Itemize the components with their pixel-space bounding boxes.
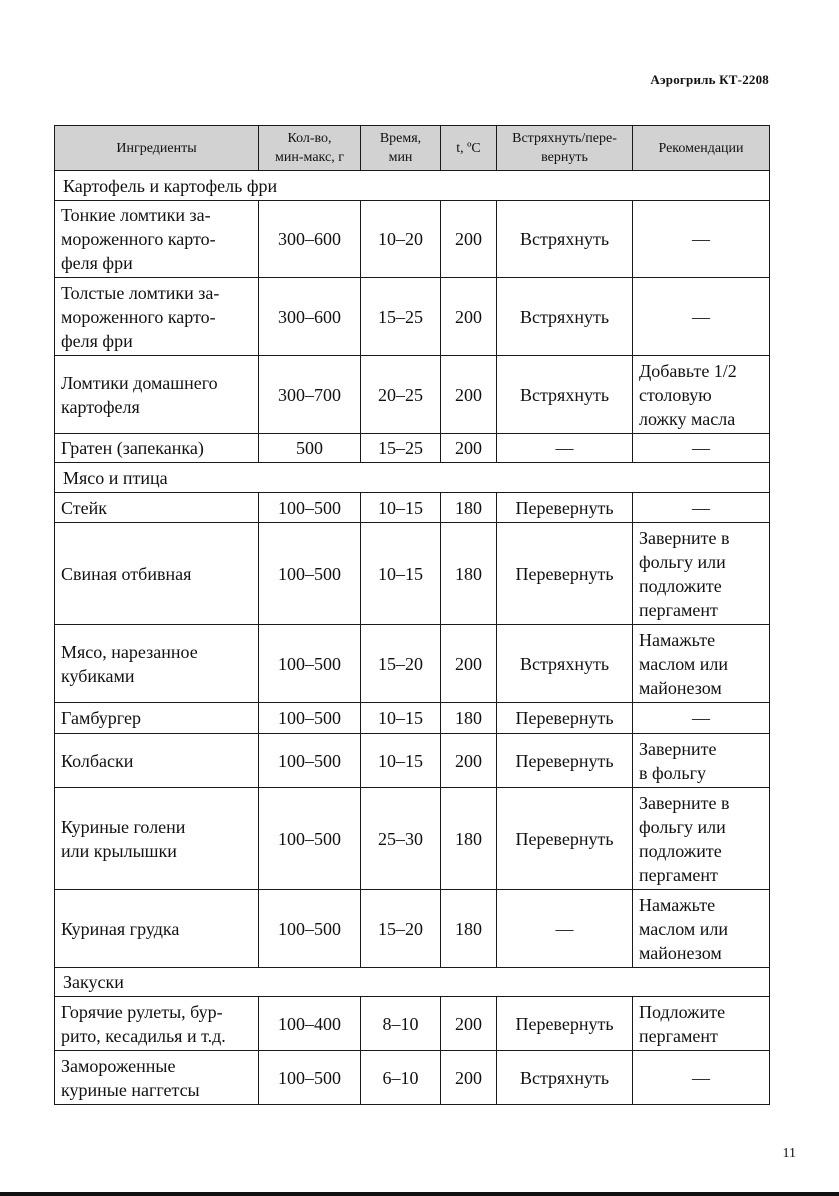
quantity-cell: 100–500 [259, 703, 361, 734]
temperature-cell: 180 [441, 493, 497, 523]
time-cell: 10–15 [361, 703, 441, 734]
temperature-cell: 180 [441, 788, 497, 890]
time-cell: 15–20 [361, 890, 441, 968]
action-cell: Встряхнуть [497, 201, 633, 278]
quantity-cell: 100–500 [259, 1051, 361, 1105]
temperature-cell: 200 [441, 734, 497, 788]
time-cell: 10–15 [361, 523, 441, 625]
temperature-cell: 200 [441, 1051, 497, 1105]
time-cell: 10–20 [361, 201, 441, 278]
action-cell: Перевернуть [497, 523, 633, 625]
document-title: Аэрогриль КТ-2208 [650, 72, 769, 87]
table-row [55, 890, 770, 968]
ingredient-cell: Стейк [55, 493, 259, 523]
action-cell: Перевернуть [497, 734, 633, 788]
temperature-cell: 180 [441, 703, 497, 734]
time-cell: 15–25 [361, 278, 441, 356]
action-cell: — [497, 434, 633, 463]
recommendation-cell: — [633, 201, 770, 278]
recommendation-cell: — [633, 278, 770, 356]
time-cell: 6–10 [361, 1051, 441, 1105]
section-title: Картофель и картофель фри [55, 171, 770, 201]
recommendation-cell: Намажьте маслом или майонезом [633, 890, 770, 968]
column-header-recommendations: Рекомендации [633, 126, 770, 171]
time-cell: 20–25 [361, 356, 441, 434]
time-cell: 8–10 [361, 997, 441, 1051]
temperature-cell: 200 [441, 278, 497, 356]
quantity-cell: 100–500 [259, 625, 361, 703]
quantity-cell: 100–500 [259, 493, 361, 523]
quantity-cell: 100–500 [259, 788, 361, 890]
time-cell: 25–30 [361, 788, 441, 890]
table-row [55, 788, 770, 890]
column-header-temperature: t, ºC [441, 126, 497, 171]
quantity-cell: 100–500 [259, 734, 361, 788]
ingredient-cell: Куриная грудка [55, 890, 259, 968]
time-cell: 15–20 [361, 625, 441, 703]
ingredient-cell: Толстые ломтики за- мороженного карто- феля фри [55, 278, 259, 356]
temperature-cell: 200 [441, 625, 497, 703]
section-row [55, 968, 770, 997]
table-row [55, 997, 770, 1051]
column-header-quantity: Кол-во, мин-макс, г [259, 126, 361, 171]
action-cell: Встряхнуть [497, 1051, 633, 1105]
action-cell: Перевернуть [497, 997, 633, 1051]
recommendation-cell: — [633, 1051, 770, 1105]
quantity-cell: 300–700 [259, 356, 361, 434]
table-row [55, 201, 770, 278]
section-title: Закуски [55, 968, 770, 997]
quantity-cell: 300–600 [259, 201, 361, 278]
table-row [55, 625, 770, 703]
ingredient-cell: Гратен (запеканка) [55, 434, 259, 463]
bottom-rule [0, 1192, 839, 1196]
cooking-table [54, 125, 770, 1105]
temperature-cell: 200 [441, 434, 497, 463]
recommendation-cell: Заверните в фольгу [633, 734, 770, 788]
table-row [55, 356, 770, 434]
ingredient-cell: Замороженные куриные наггетсы [55, 1051, 259, 1105]
temperature-cell: 200 [441, 356, 497, 434]
column-header-ingredients: Ингредиенты [55, 126, 259, 171]
time-cell: 15–25 [361, 434, 441, 463]
action-cell: Перевернуть [497, 703, 633, 734]
table-row [55, 734, 770, 788]
recommendation-cell: Намажьте маслом или майонезом [633, 625, 770, 703]
action-cell: — [497, 890, 633, 968]
time-cell: 10–15 [361, 734, 441, 788]
temperature-cell: 180 [441, 523, 497, 625]
ingredient-cell: Горячие рулеты, бур- рито, кесадилья и т.д. [55, 997, 259, 1051]
temperature-cell: 200 [441, 997, 497, 1051]
table-row [55, 1051, 770, 1105]
action-cell: Перевернуть [497, 493, 633, 523]
quantity-cell: 100–500 [259, 890, 361, 968]
temperature-cell: 180 [441, 890, 497, 968]
ingredient-cell: Мясо, нарезанное кубиками [55, 625, 259, 703]
table-body [55, 171, 770, 1105]
ingredient-cell: Свиная отбивная [55, 523, 259, 625]
column-header-shake-flip: Встряхнуть/пере- вернуть [497, 126, 633, 171]
action-cell: Встряхнуть [497, 625, 633, 703]
section-row [55, 171, 770, 201]
temperature-cell: 200 [441, 201, 497, 278]
page-number: 11 [782, 1146, 796, 1161]
quantity-cell: 100–500 [259, 523, 361, 625]
table-row [55, 278, 770, 356]
time-cell: 10–15 [361, 493, 441, 523]
section-row [55, 463, 770, 493]
ingredient-cell: Ломтики домашнего картофеля [55, 356, 259, 434]
section-title: Мясо и птица [55, 463, 770, 493]
quantity-cell: 300–600 [259, 278, 361, 356]
recommendation-cell: Заверните в фольгу или подложите пергамент [633, 788, 770, 890]
recommendation-cell: Заверните в фольгу или подложите пергамент [633, 523, 770, 625]
ingredient-cell: Тонкие ломтики за- мороженного карто- феля фри [55, 201, 259, 278]
action-cell: Встряхнуть [497, 356, 633, 434]
ingredient-cell: Куриные голени или крылышки [55, 788, 259, 890]
quantity-cell: 100–400 [259, 997, 361, 1051]
table-row [55, 434, 770, 463]
ingredient-cell: Колбаски [55, 734, 259, 788]
recommendation-cell: — [633, 434, 770, 463]
recommendation-cell: — [633, 493, 770, 523]
table-row [55, 523, 770, 625]
table-header-row [55, 126, 770, 171]
recommendation-cell: Добавьте 1/2 столовую ложку масла [633, 356, 770, 434]
action-cell: Встряхнуть [497, 278, 633, 356]
table-row [55, 703, 770, 734]
recommendation-cell: — [633, 703, 770, 734]
quantity-cell: 500 [259, 434, 361, 463]
ingredient-cell: Гамбургер [55, 703, 259, 734]
table-row [55, 493, 770, 523]
column-header-time: Время, мин [361, 126, 441, 171]
action-cell: Перевернуть [497, 788, 633, 890]
recommendation-cell: Подложите пергамент [633, 997, 770, 1051]
